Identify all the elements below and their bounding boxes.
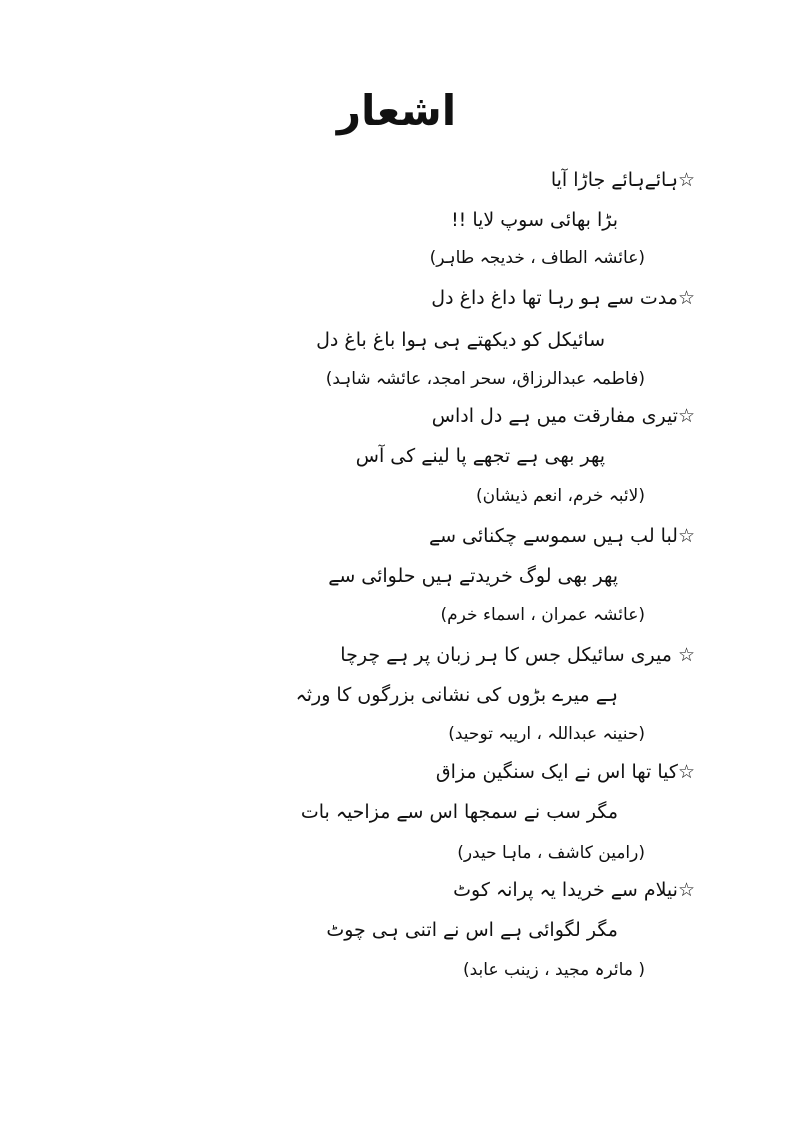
poem-7-credit: ( مائرہ مجید ، زینب عابد) — [462, 960, 645, 980]
poem-1-line-1: ☆ہائےہائے جاڑا آیا — [550, 169, 695, 191]
poem-2-credit: (فاطمہ عبدالرزاق، سحر امجد، عائشہ شاہد) — [325, 369, 645, 389]
poem-7-line-1: ☆نیلام سے خریدا یہ پرانہ کوٹ — [453, 879, 695, 901]
poem-3-credit: (لائبہ خرم، انعم ذیشان) — [476, 486, 645, 506]
poem-5-line-2: ہے میرے بڑوں کی نشانی بزرگوں کا ورثہ — [295, 684, 618, 706]
poem-6-line-1: ☆کیا تھا اس نے ایک سنگین مزاق — [435, 761, 695, 783]
poem-1-credit: (عائشہ الطاف ، خدیجہ طاہر) — [429, 248, 645, 268]
poem-4-credit: (عائشہ عمران ، اسماء خرم) — [440, 605, 645, 625]
poem-1-line-2: بڑا بھائی سوپ لایا !! — [451, 209, 618, 231]
poem-3-line-2: پھر بھی ہے تجھے پا لینے کی آس — [355, 445, 605, 467]
poem-5-credit: (حنینہ عبداللہ ، اریبہ توحید) — [448, 724, 645, 744]
poem-4-line-2: پھر بھی لوگ خریدتے ہیں حلوائی سے — [328, 565, 618, 587]
poem-5-line-1: ☆ میری سائیکل جس کا ہر زبان پر ہے چرچا — [340, 644, 695, 666]
poem-4-line-1: ☆لبا لب ہیں سموسے چکنائی سے — [428, 525, 695, 547]
poem-2-line-1: ☆مدت سے ہو رہا تھا داغ داغ دل — [431, 287, 695, 309]
page-title: اشعار — [336, 86, 457, 135]
poem-6-credit: (رامین کاشف ، ماہا حیدر) — [457, 843, 645, 863]
poem-2-line-2: سائیکل کو دیکھتے ہی ہوا باغ باغ دل — [316, 329, 605, 351]
poem-6-line-2: مگر سب نے سمجھا اس سے مزاحیہ بات — [300, 801, 618, 823]
poem-3-line-1: ☆تیری مفارقت میں ہے دل اداس — [431, 405, 695, 427]
poem-7-line-2: مگر لگوائی ہے اس نے اتنی ہی چوٹ — [326, 919, 618, 941]
